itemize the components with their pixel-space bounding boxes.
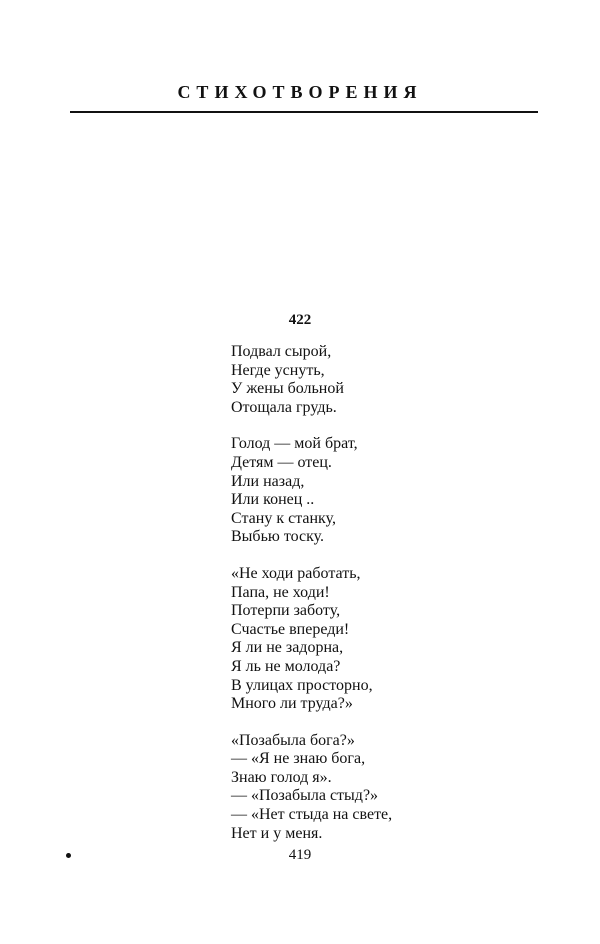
poem-line: Детям — отец. bbox=[231, 453, 332, 471]
poem-line: «Не ходи работать, bbox=[231, 564, 361, 582]
poem-line: Подвал сырой, bbox=[231, 343, 332, 360]
poem-line: Стану к станку, bbox=[231, 509, 336, 527]
poem-line: — «Я не знаю бога, bbox=[231, 750, 366, 768]
poem-line: У жены больной bbox=[231, 380, 344, 398]
poem-line: Знаю голод я». bbox=[231, 768, 332, 786]
poem-line: Я ль не молода? bbox=[231, 657, 341, 675]
poem-line: Потерпи заботу, bbox=[231, 602, 341, 620]
poem-line: Нет и у меня. bbox=[231, 824, 323, 842]
page-number: 419 bbox=[288, 847, 312, 863]
poem-line: Или конец .. bbox=[231, 491, 315, 509]
poem-line: Счастье впереди! bbox=[231, 620, 350, 638]
poem-line: Голод — мой брат, bbox=[231, 435, 358, 453]
stanza bbox=[231, 732, 392, 844]
poem-line: Или назад, bbox=[231, 472, 305, 490]
poem-line: Негде уснуть, bbox=[231, 361, 325, 379]
running-head-title: СТИХОТВОРЕНИЯ bbox=[177, 82, 423, 102]
poem-line: Выбью тоску. bbox=[231, 528, 325, 546]
poem-line: В улицах просторно, bbox=[231, 676, 373, 694]
poem-line: — «Нет стыда на свете, bbox=[231, 806, 393, 824]
stanza bbox=[231, 435, 392, 547]
poem-line: Отощала грудь. bbox=[231, 398, 337, 416]
poem-line: Папа, не ходи! bbox=[231, 583, 330, 601]
stanza bbox=[231, 343, 392, 417]
poem-line: Я ли не задорна, bbox=[231, 639, 344, 657]
poem-line: «Позабыла бога?» bbox=[231, 731, 355, 749]
header-rule bbox=[70, 111, 538, 113]
poem-line: — «Позабыла стыд?» bbox=[231, 787, 379, 805]
poem-body bbox=[231, 343, 392, 861]
stanza bbox=[231, 565, 392, 714]
poem-number: 422 bbox=[288, 312, 312, 328]
poem-line: Много ли труда?» bbox=[231, 695, 353, 713]
